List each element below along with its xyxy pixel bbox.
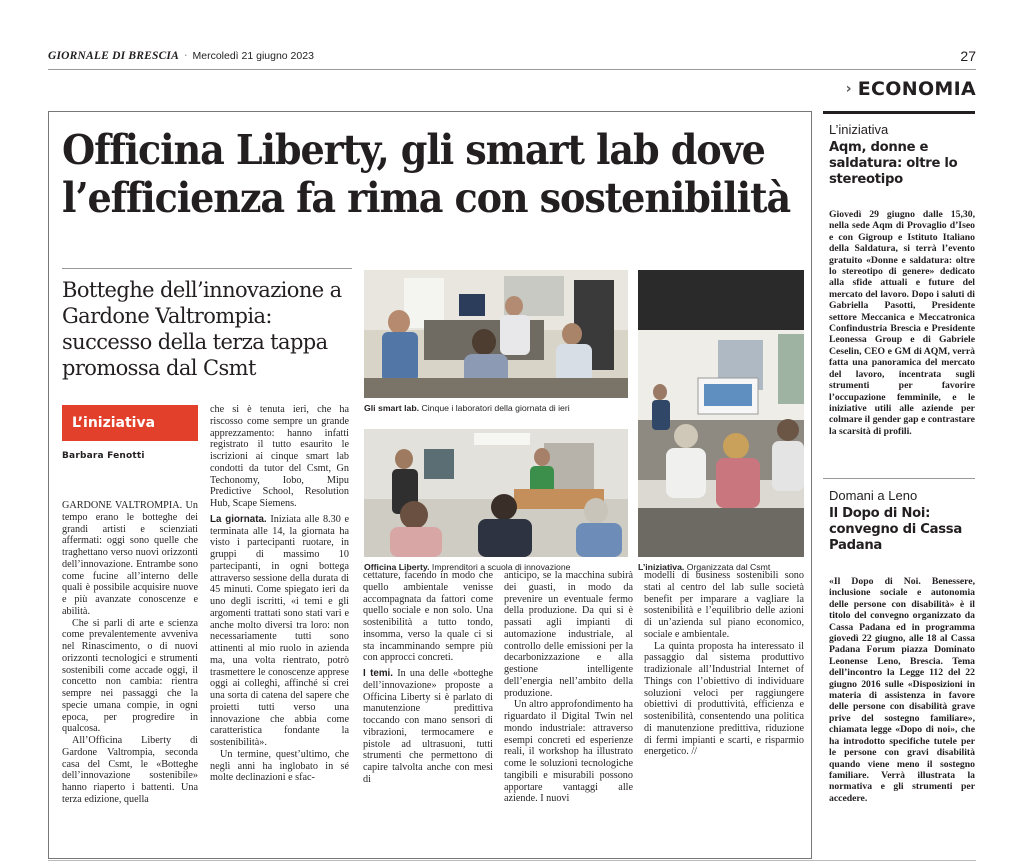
subsection-label: I temi. xyxy=(363,668,393,679)
caption-text: Imprenditori a scuola di innovazione xyxy=(429,562,571,572)
caption-text: Cinque i laboratori della giornata di ieri xyxy=(419,403,570,413)
byline: Barbara Fenotti xyxy=(62,451,145,461)
sidebar-body: «Il Dopo di Noi. Benessere, inclusione sociale e autonomia delle persone con disabilità» è il titolo del convegno organizzato da Cassa Padana ed in programma giovedì 22 giugno, alle 18 al Cassa Padana Forum piazza Dominato Leonense Leno, Brescia. Tema dell’incontro la Legge 112 del 22 giugno 2016 sulle «Disposizioni in materia di assistenza in favore delle persone con disabilità grave prive del sostegno familiare», chiamata legge «Dopo di noi», che ha introdotto specifiche tutele per le persone con gravi disabilità quando viene meno il sostegno familiare. Verrà illustrata la normativa e gli strumenti per accedere. xyxy=(829,576,975,804)
paragraph xyxy=(363,668,493,786)
body-column-1 xyxy=(62,500,198,806)
iniziativa-photo xyxy=(638,270,804,557)
caption-label: Officina Liberty. xyxy=(364,562,430,572)
sidebar-text: dalle 15,30, nella sede Aqm di Provaglio d’Iseo e con Gigroup e Istituto Italiano della Saldatura, si terrà l’evento gratuito «Donne e saldatura: oltre lo stereotipo di genere» dedicato alla sfide attuali e future del mercato del lavoro. Dopo i saluti di Gabriella Pasotti, Presidente settore Meccanica e Meccatronica Confindustria Brescia e Presidente Leonessa Group e di Gabriele Ceselin, CEO e GM di AQM, verrà fatta una panoramica del mercato del lavoro, incentrata sugli strumenti per favorire l’occupazione femminile, e le iniziative utili alle aziende per colmare il gender gap e contrastare la scarsità di profili. xyxy=(829,209,975,437)
paragraph-text: Iniziata alle 8.30 e terminata alle 14, la giornata ha visto i partecipanti ruotare, in gruppi di massimo 10 partecipanti, in ogni bottega attraverso sessione della durata di 45 minuti. Come spiegato ieri da uno degli iscritti, «i temi e gli argomenti trattati sono stati vari e anche molto diversi tra loro: non necessariamente tutti sono attinenti al mio ruolo in azienda ma, una volta rientrato, potrò trasmettere le conoscenze apprese oggi ai colleghi, affinché si crei una sorta di catena del sapere che proietti tutti verso una innovazione che abbia come caratteristica fondante la sostenibilità». xyxy=(210,513,349,748)
page-number: 27 xyxy=(960,48,976,64)
sidebar-body xyxy=(829,209,975,437)
chevron-right-icon: › xyxy=(845,81,852,97)
bottom-rule xyxy=(48,860,976,861)
smart-lab-photo xyxy=(364,270,628,398)
sidebar-divider xyxy=(823,478,975,479)
article-headline xyxy=(62,126,791,222)
headline-line-1: Officina Liberty, gli smart lab dove xyxy=(62,126,765,174)
paragraph: che si è tenuta ieri, che ha riscosso come sempre un grande apprezzamento: hanno infatti registrato il tutto esaurito le iscrizioni ai cinque smart lab condotti da tutor del Csmt, Gn Techonomy, Iobo, Mipu Predictive School, Resolution Hub, Scape Siemens. xyxy=(210,404,349,509)
paragraph: GARDONE VALTROMPIA. Un tempo erano le botteghe dei grandi artisti e scienziati affermati: oggi sono quelle che traghettano verso nuovi orizzonti dell’innovazione. Entrambe sono come fucine all’interno delle quali è possibile acquisire nuove e più avanzate conoscenze e abilità. xyxy=(62,500,198,617)
caption-label: Gli smart lab. xyxy=(364,403,420,413)
subhead-rule xyxy=(62,268,352,269)
body-column-4 xyxy=(504,570,633,805)
subsection-label: La giornata. xyxy=(210,513,267,525)
paragraph: cettature, facendo in modo che quello ambientale venisse accompagnata da fattori come quello sociale e non solo. Una sostenibilità a tutto tondo, insomma, verso la quale ci si sta incamminando sempre più con approcci concreti. xyxy=(363,570,493,664)
issue-date: Mercoledì 21 giugno 2023 xyxy=(192,50,314,62)
body-column-3 xyxy=(363,570,493,786)
section-label xyxy=(846,78,976,100)
newspaper-name: GIORNALE DI BRESCIA xyxy=(48,50,179,62)
photo-caption xyxy=(364,562,571,572)
sidebar-kicker: L’iniziativa xyxy=(829,122,889,137)
sidebar-top-rule xyxy=(823,111,975,114)
headline-line-2: l’efficienza fa rima con sostenibilità xyxy=(62,174,791,222)
sidebar-headline: Il Dopo di Noi: convegno di Cassa Padana xyxy=(829,506,962,553)
sidebar-kicker: Domani a Leno xyxy=(829,488,918,503)
paragraph-text: In una delle «botteghe dell’innovazione» proposte a Officina Liberty si è parlato di manutenzione predittiva toccando con mano sensori di vibrazioni, termocamere e pistole ad ultrasuoni, tutti strumenti che permettono di capire talvolta anche con mesi di xyxy=(363,668,494,785)
paragraph: Un altro approfondimento ha riguardato il Digital Twin nel mondo industriale: attraverso esempi concreti ed esperienze reali, il workshop ha illustrato come le soluzioni tecnologiche tangibili e misurabili possono apportare vantaggi alle aziende. I nuovi xyxy=(504,699,633,805)
article-subhead: Botteghe dell’innovazione a Gardone Valtrompia: successo della terza tappa promossa dal Csmt xyxy=(62,278,342,380)
officina-liberty-photo xyxy=(364,429,628,557)
sidebar-headline: Aqm, donne e saldatura: oltre lo stereotipo xyxy=(829,140,958,187)
body-column-2 xyxy=(210,404,349,784)
caption-label: L’iniziativa. xyxy=(638,562,685,572)
masthead-separator: · xyxy=(183,49,188,62)
section-name: ECONOMIA xyxy=(857,78,976,100)
paragraph: Che si parli di arte e scienza come prevalentemente avveniva nel Rinascimento, o di nuovi orizzonti tecnologici e strumenti sostenibili come accade oggi, il concetto non cambia: rientra sempre nei passaggi che la specie umana compie, in ogni epoca, per progredire in qualcosa. xyxy=(62,617,198,735)
paragraph: modelli di business sostenibili sono stati al centro del lab sulle società benefit per imparare a vagliare la sostenibilità e l’equilibrio delle azioni di un’azienda sul piano economico, sociale e ambientale. xyxy=(644,570,804,640)
masthead xyxy=(48,49,978,65)
paragraph: Un termine, quest’ultimo, che negli anni ha inglobato in sé molte declinazioni e sfac- xyxy=(210,748,349,784)
top-rule xyxy=(48,69,976,70)
photo-caption xyxy=(364,403,570,413)
paragraph: All’Officina Liberty di Gardone Valtrompia, seconda casa del Csmt, le «Botteghe dell’innovazione sostenibile» hanno riaperto i battenti. Una terza edizione, quella xyxy=(62,735,198,805)
paragraph xyxy=(210,514,349,749)
caption-text: Organizzata dal Csmt xyxy=(684,562,771,572)
paragraph: La quinta proposta ha interessato il passaggio dal sistema produttivo tradizionale all’Industrial Internet of Things con l’obiettivo di individuare soluzioni veloci per raggiungere obiettivi di produttività, efficienza e sostenibilità, consentendo una politica di manutenzione predittiva, riduzione di fermi impianti e scarti, e risparmio energetico. // xyxy=(644,640,804,758)
paragraph: anticipo, se la macchina subirà dei guasti, in modo da prevenire un eventuale fermo della produzione. Da qui si è passati agli impianti di automazione industriale, al controllo delle emissioni per la decarbonizzazione e alla gestione intelligente dell’energia nell’ambito della produzione. xyxy=(504,570,633,699)
body-column-5 xyxy=(644,570,804,758)
iniziativa-tag: L’iniziativa xyxy=(62,405,198,441)
sidebar-lead: Giovedì 29 giugno xyxy=(829,209,915,220)
photo-caption xyxy=(638,562,770,572)
